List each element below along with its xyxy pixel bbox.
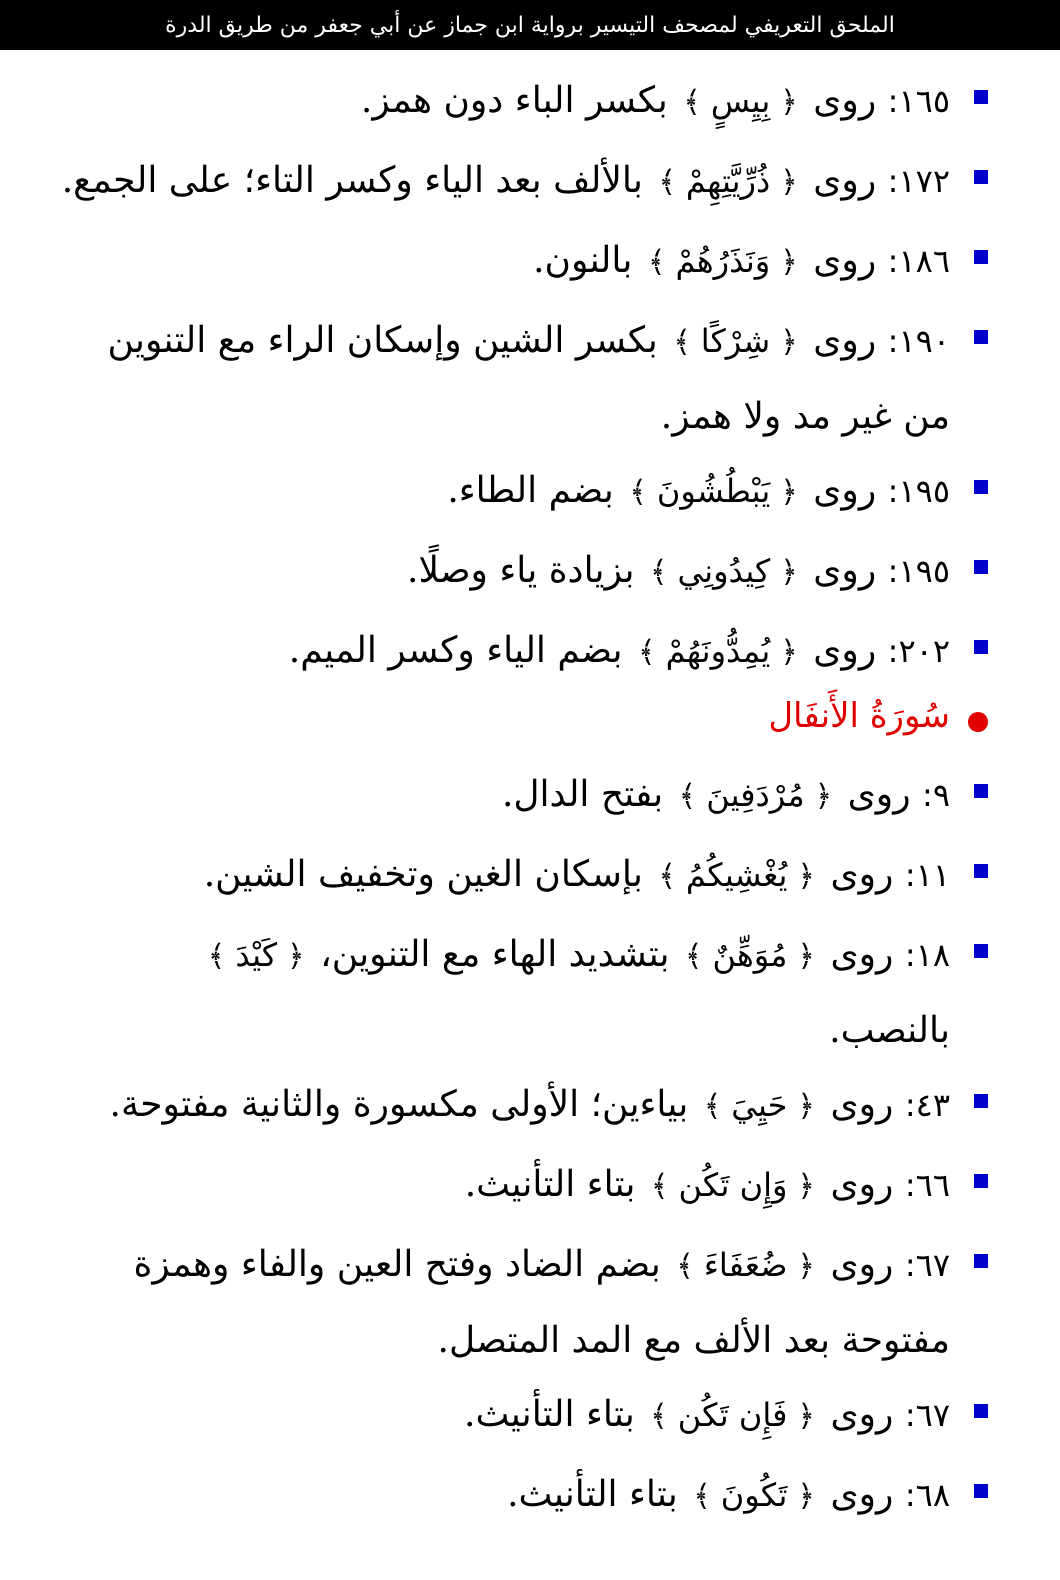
quran-word: مُوَهِّنٌ	[712, 936, 788, 974]
list-item	[0, 756, 1060, 836]
verse-ref: ١٦٥:	[887, 82, 950, 120]
close-bracket: ﴾	[647, 245, 666, 280]
bullet-icon	[974, 864, 988, 878]
verse-ref: ١٩٥:	[887, 552, 950, 590]
open-bracket: ﴿	[780, 325, 798, 360]
explanation: بتشديد الهاء مع التنوين،	[320, 934, 670, 975]
verse-ref: ٦٧:	[904, 1246, 950, 1284]
quran-word: ضُعَفَاءَ	[703, 1246, 788, 1284]
verb: روى	[813, 240, 877, 281]
bullet-icon	[974, 560, 988, 574]
verse-ref: ١٧٢:	[887, 162, 950, 200]
explanation: بتاء التأنيث.	[507, 1474, 678, 1515]
verb: روى	[847, 774, 911, 815]
explanation: بالنون.	[533, 240, 633, 281]
quran-word: يُغْشِيكُمُ	[685, 856, 788, 894]
surah-title: سُورَةُ الأَنفَال	[768, 696, 950, 736]
verse-ref: ١٨٦:	[887, 242, 950, 280]
list-item	[0, 452, 1060, 532]
open-bracket: ﴿	[797, 1399, 815, 1434]
explanation: بضم الطاء.	[447, 470, 614, 511]
list-item	[0, 1226, 1060, 1376]
verse-ref: ٢٠٢:	[887, 632, 950, 670]
close-bracket: ﴾	[629, 475, 647, 510]
list-item	[0, 1456, 1060, 1536]
open-bracket: ﴿	[780, 555, 798, 590]
explanation-continued: من غير مد ولا همز.	[660, 396, 950, 437]
bullet-icon	[974, 640, 988, 654]
verb: روى	[830, 1244, 894, 1285]
quran-word: بِيِسٍ	[710, 82, 771, 120]
close-bracket: ﴾	[676, 1249, 694, 1284]
open-bracket: ﴿	[780, 85, 798, 120]
quran-word: كَيْدَ	[235, 936, 278, 974]
close-bracket: ﴾	[683, 85, 701, 120]
explanation: بكسر الباء دون همز.	[360, 80, 668, 121]
verse-ref: ٩:	[922, 776, 950, 814]
open-bracket: ﴿	[780, 245, 798, 280]
explanation: بفتح الدال.	[501, 774, 664, 815]
bullet-icon	[974, 330, 988, 344]
verb: روى	[830, 854, 894, 895]
verb: روى	[813, 630, 877, 671]
verse-ref: ١١:	[904, 856, 950, 894]
close-bracket: ﴾	[649, 555, 668, 590]
close-bracket: ﴾	[658, 859, 676, 894]
header-title: الملحق التعريفي لمصحف التيسير برواية ابن جماز عن أبي جعفر من طريق الدرة	[165, 12, 895, 38]
verb: روى	[813, 550, 877, 591]
close-bracket: ﴾	[703, 1089, 722, 1124]
explanation-continued: مفتوحة بعد الألف مع المد المتصل.	[437, 1320, 950, 1361]
list-item	[0, 1376, 1060, 1456]
verb: روى	[830, 1084, 894, 1125]
close-bracket: ﴾	[693, 1479, 711, 1514]
surah-heading	[0, 692, 1060, 756]
quran-word: يَبْطُشُونَ	[656, 472, 771, 510]
close-bracket: ﴾	[658, 165, 676, 200]
quran-word: ذُرِّيَّتِهِمْ	[685, 162, 771, 200]
verse-ref: ٦٦:	[904, 1166, 950, 1204]
explanation: بكسر الشين وإسكان الراء مع التنوين	[107, 320, 658, 361]
explanation: بإسكان الغين وتخفيف الشين.	[203, 854, 643, 895]
open-bracket: ﴿	[287, 939, 305, 974]
verb: روى	[813, 320, 877, 361]
list-item	[0, 142, 1060, 222]
close-bracket: ﴾	[684, 939, 703, 974]
bullet-icon	[974, 1174, 988, 1188]
verse-ref: ٦٨:	[904, 1476, 950, 1514]
close-bracket: ﴾	[673, 325, 691, 360]
explanation: بضم الضاد وفتح العين والفاء وهمزة	[133, 1244, 661, 1285]
verb: روى	[830, 1394, 894, 1435]
surah-dot-icon	[968, 712, 988, 732]
close-bracket: ﴾	[650, 1399, 668, 1434]
verb: روى	[830, 934, 894, 975]
open-bracket: ﴿	[797, 1249, 815, 1284]
bullet-icon	[974, 784, 988, 798]
verb: روى	[830, 1474, 894, 1515]
verse-ref: ١٨:	[904, 936, 950, 974]
open-bracket: ﴿	[780, 635, 798, 670]
open-bracket: ﴿	[814, 779, 833, 814]
list-item	[0, 612, 1060, 692]
quran-word: مُرْدَفِينَ	[706, 776, 805, 814]
open-bracket: ﴿	[797, 1479, 815, 1514]
verse-ref: ١٩٥:	[887, 472, 950, 510]
bullet-icon	[974, 1254, 988, 1268]
quran-word: شِرْكًا	[700, 322, 771, 360]
open-bracket: ﴿	[797, 939, 815, 974]
explanation: بتاء التأنيث.	[464, 1394, 635, 1435]
bullet-icon	[974, 480, 988, 494]
quran-word: يُمِدُّونَهُمْ	[665, 632, 771, 670]
open-bracket: ﴿	[797, 859, 815, 894]
open-bracket: ﴿	[797, 1089, 815, 1124]
verse-ref: ١٩٠:	[887, 322, 950, 360]
quran-word: وَإِن تَكُن	[678, 1166, 788, 1204]
explanation-continued: بالنصب.	[829, 1010, 950, 1051]
bullet-icon	[974, 90, 988, 104]
close-bracket: ﴾	[678, 779, 697, 814]
verb: روى	[813, 80, 877, 121]
bullet-icon	[974, 250, 988, 264]
bullet-icon	[974, 1484, 988, 1498]
close-bracket: ﴾	[638, 635, 656, 670]
explanation: بتاء التأنيث.	[464, 1164, 636, 1205]
explanation: بالألف بعد الياء وكسر التاء؛ على الجمع.	[61, 160, 643, 201]
bullet-icon	[974, 170, 988, 184]
bullet-icon	[974, 1404, 988, 1418]
document-body	[0, 62, 1060, 1536]
explanation: بضم الياء وكسر الميم.	[288, 630, 623, 671]
list-item	[0, 62, 1060, 142]
close-bracket: ﴾	[650, 1169, 669, 1204]
explanation: بياءين؛ الأولى مكسورة والثانية مفتوحة.	[109, 1084, 689, 1125]
list-item	[0, 1146, 1060, 1226]
verse-ref: ٤٣:	[904, 1086, 950, 1124]
quran-word: تَكُونَ	[720, 1476, 788, 1514]
open-bracket: ﴿	[797, 1169, 815, 1204]
list-item	[0, 836, 1060, 916]
close-bracket: ﴾	[207, 939, 226, 974]
list-item	[0, 1066, 1060, 1146]
quran-word: حَيِيَ	[731, 1086, 788, 1124]
list-item	[0, 222, 1060, 302]
page-header	[0, 0, 1060, 50]
list-item	[0, 916, 1060, 1066]
bullet-icon	[974, 944, 988, 958]
open-bracket: ﴿	[780, 165, 798, 200]
verb: روى	[830, 1164, 894, 1205]
quran-word: فَإِن تَكُن	[677, 1396, 788, 1434]
quran-word: كِيدُونِي	[677, 552, 771, 590]
verb: روى	[813, 470, 877, 511]
verb: روى	[813, 160, 877, 201]
bullet-icon	[974, 1094, 988, 1108]
list-item	[0, 302, 1060, 452]
explanation: بزيادة ياء وصلًا.	[407, 550, 635, 591]
open-bracket: ﴿	[780, 475, 798, 510]
quran-word: وَنَذَرُهُمْ	[675, 242, 771, 280]
list-item	[0, 532, 1060, 612]
verse-ref: ٦٧:	[904, 1396, 950, 1434]
